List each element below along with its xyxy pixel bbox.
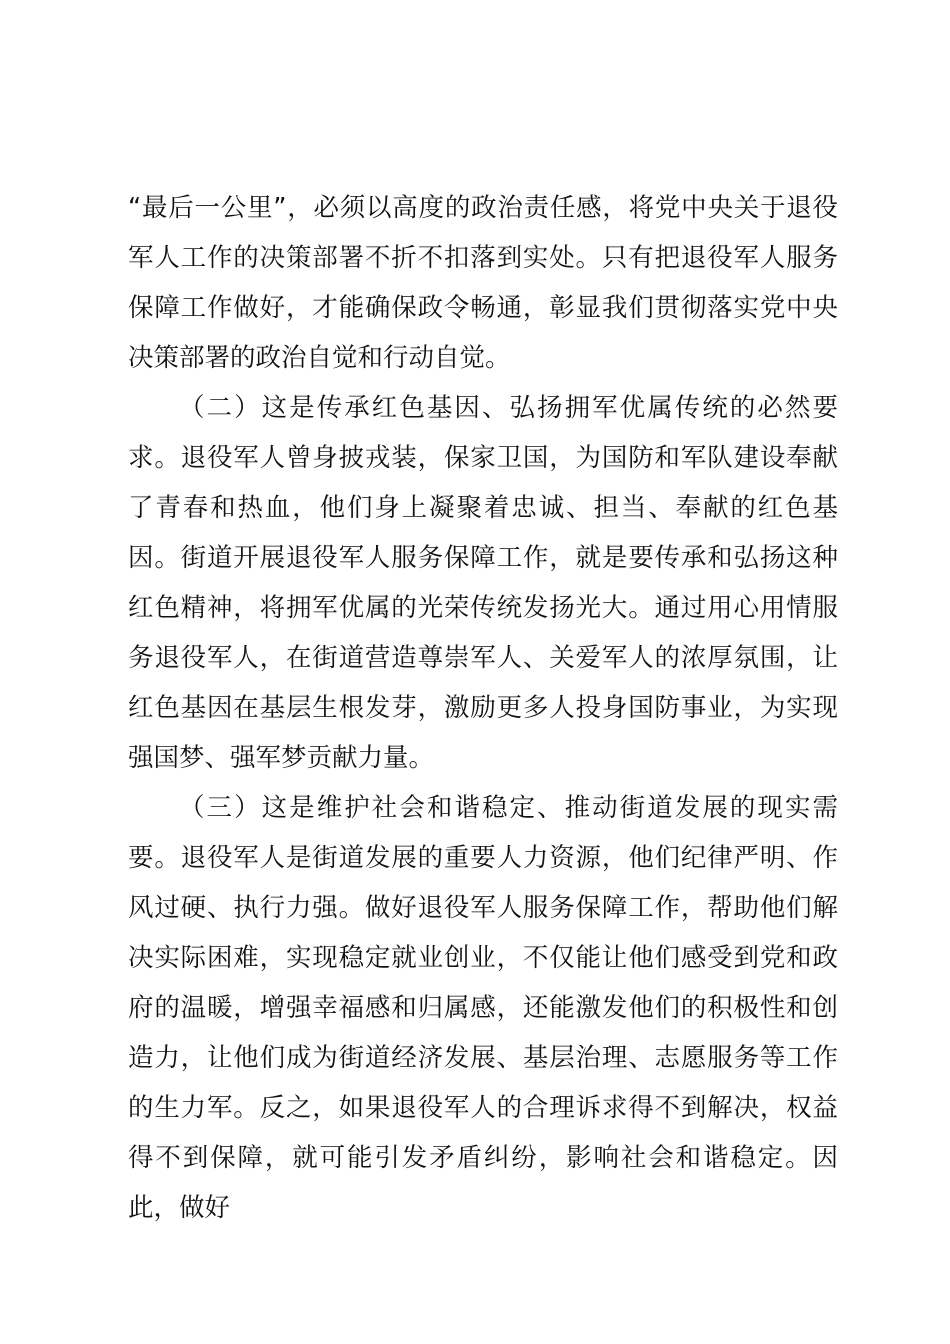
paragraph-continuation: “最后一公里”，必须以高度的政治责任感，将党中央关于退役军人工作的决策部署不折不扣落到实处。只有把退役军人服务保障工作做好，才能确保政令畅通，彰显我们贯彻落实党中央决策部署的政治自觉和行动自觉。 [128, 193, 838, 373]
paragraph-section-two: （二）这是传承红色基因、弘扬拥军优属传统的必然要求。退役军人曾身披戎装，保家卫国，为国防和军队建设奉献了青春和热血，他们身上凝聚着忠诚、担当、奉献的红色基因。街道开展退役军人服务保障工作，就是要传承和弘扬这种红色精神，将拥军优属的光荣传统发扬光大。通过用心用情服务退役军人，在街道营造尊崇军人、关爱军人的浓厚氛围，让红色基因在基层生根发芽，激励更多人投身国防事业，为实现强国梦、强军梦贡献力量。 [128, 393, 838, 773]
document-body [128, 183, 838, 1233]
paragraph-section-three: （三）这是维护社会和谐稳定、推动街道发展的现实需要。退役军人是街道发展的重要人力资源，他们纪律严明、作风过硬、执行力强。做好退役军人服务保障工作，帮助他们解决实际困难，实现稳定就业创业，不仅能让他们感受到党和政府的温暖，增强幸福感和归属感，还能激发他们的积极性和创造力，让他们成为街道经济发展、基层治理、志愿服务等工作的生力军。反之，如果退役军人的合理诉求得不到解决，权益得不到保障，就可能引发矛盾纠纷，影响社会和谐稳定。因此，做好 [128, 793, 838, 1223]
